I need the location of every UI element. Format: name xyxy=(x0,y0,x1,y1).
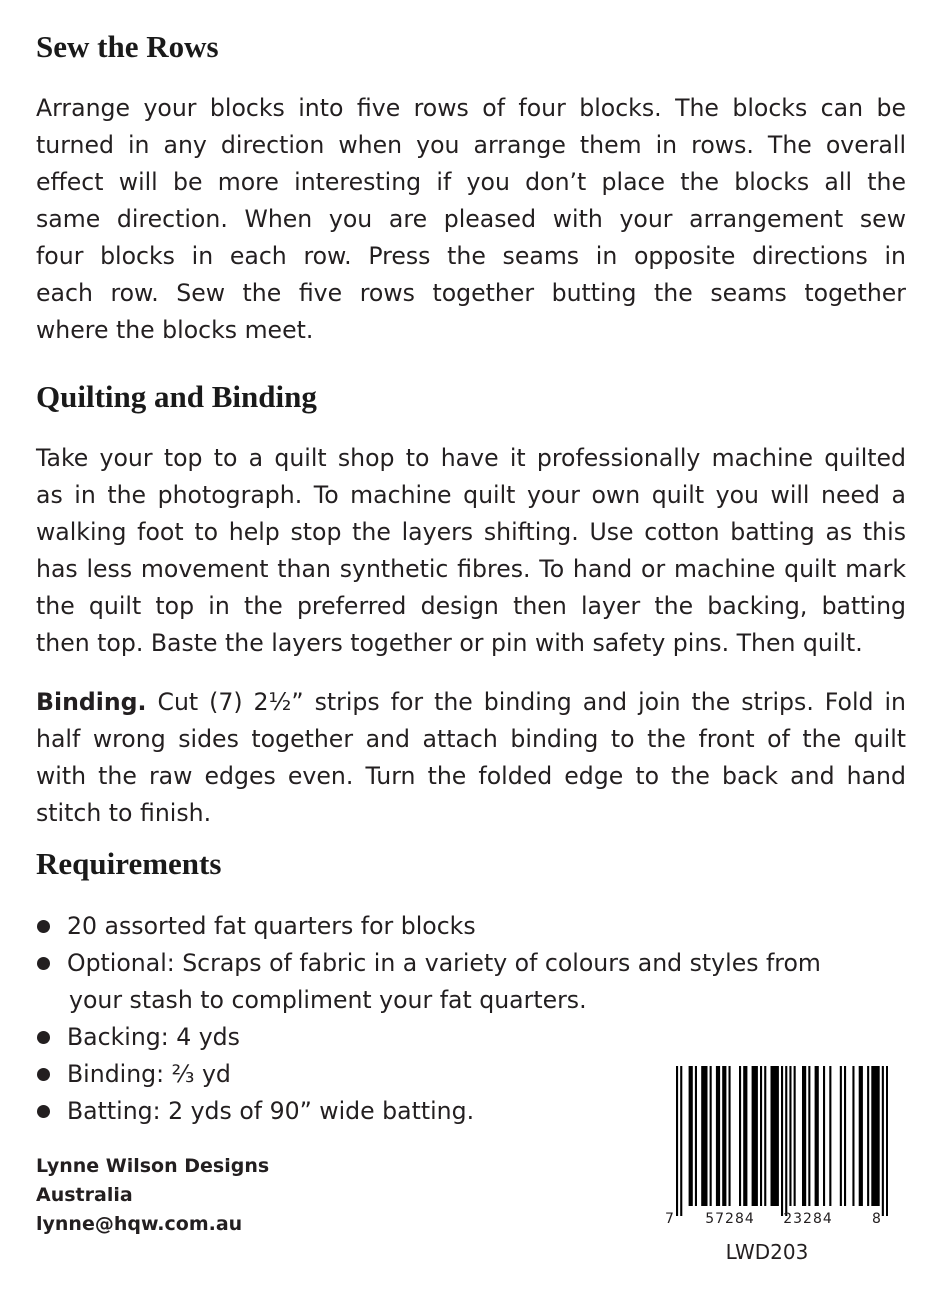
barcode-bar xyxy=(689,1066,693,1206)
barcode-bar xyxy=(844,1066,846,1206)
text-line: turned in any direction when you arrange them in rows. The overall xyxy=(36,131,906,159)
text-line: with the raw edges even. Turn the folded edge to the back and hand xyxy=(36,762,906,790)
barcode-bar xyxy=(716,1066,720,1206)
barcode-bar xyxy=(794,1066,796,1206)
text-line: as in the photograph. To machine quilt your own quilt you will need a xyxy=(36,481,906,509)
text-line: stitch to finish. xyxy=(36,799,212,827)
heading-quilting-and-binding: Quilting and Binding xyxy=(36,379,317,414)
text-line: four blocks in each row. Press the seams in opposite directions in xyxy=(36,242,906,270)
barcode-bar xyxy=(771,1066,779,1206)
barcode-bar xyxy=(808,1066,810,1206)
barcode-bar xyxy=(867,1066,869,1206)
barcode-bar xyxy=(752,1066,758,1206)
heading-sew-the-rows: Sew the Rows xyxy=(36,29,219,64)
text-line: effect will be more interesting if you don’t place the blocks all the xyxy=(36,168,906,196)
barcode-bar xyxy=(789,1066,791,1206)
text-line: Take your top to a quilt shop to have it professionally machine quilted xyxy=(36,444,906,472)
bullet-icon xyxy=(37,1068,50,1081)
text-line xyxy=(36,684,906,721)
publisher-info xyxy=(36,1152,269,1239)
barcode-bar xyxy=(823,1066,825,1206)
list-item-text: Optional: Scraps of fabric in a variety of colours and styles from xyxy=(67,949,821,977)
barcode-bar xyxy=(722,1066,726,1206)
binding-paragraph xyxy=(36,684,906,832)
barcode-bar xyxy=(882,1066,884,1216)
text-line: the quilt top in the preferred design then layer the backing, batting xyxy=(36,592,906,620)
barcode-bar xyxy=(852,1066,854,1206)
barcode-bar xyxy=(739,1066,741,1206)
text-line: Arrange your blocks into five rows of four blocks. The blocks can be xyxy=(36,94,906,122)
text-line: same direction. When you are pleased with your arrangement sew xyxy=(36,205,906,233)
text-line: each row. Sew the five rows together butting the seams together xyxy=(36,279,906,307)
list-item xyxy=(36,1019,821,1056)
binding-first-line: Cut (7) 2½” strips for the binding and join the strips. Fold in xyxy=(146,688,906,716)
bullet-icon xyxy=(37,920,50,933)
barcode xyxy=(660,1064,888,1254)
text-line: where the blocks meet. xyxy=(36,316,314,344)
barcode-bar xyxy=(743,1066,747,1206)
barcode-bar xyxy=(680,1066,682,1216)
list-item xyxy=(36,908,821,945)
barcode-bar xyxy=(859,1066,863,1206)
company-name: Lynne Wilson Designs xyxy=(36,1155,270,1177)
list-item-text: Backing: 4 yds xyxy=(67,1023,240,1051)
barcode-bar xyxy=(710,1066,712,1206)
barcode-bar xyxy=(785,1066,787,1216)
barcode-bar xyxy=(802,1066,806,1206)
list-item-text: 20 assorted fat quarters for blocks xyxy=(67,912,476,940)
company-country: Australia xyxy=(36,1184,133,1206)
contact-email: lynne@hqw.com.au xyxy=(36,1213,243,1235)
list-item xyxy=(36,945,821,1019)
barcode-bar xyxy=(729,1066,731,1206)
bullet-icon xyxy=(37,957,50,970)
list-item-text: Batting: 2 yds of 90” wide batting. xyxy=(67,1097,475,1125)
barcode-bar xyxy=(764,1066,766,1206)
list-item-continuation: your stash to compliment your fat quarters. xyxy=(69,986,587,1014)
barcode-bar xyxy=(840,1066,842,1206)
barcode-bar xyxy=(815,1066,819,1206)
barcode-digit-first: 7 xyxy=(665,1211,674,1227)
binding-label: Binding. xyxy=(36,688,147,716)
sew-rows-paragraph xyxy=(36,90,906,349)
barcode-bar xyxy=(886,1066,888,1216)
barcode-bar xyxy=(676,1066,678,1216)
barcode-bar xyxy=(760,1066,762,1206)
text-line: walking foot to help stop the layers shifting. Use cotton batting as this xyxy=(36,518,906,546)
barcode-bar xyxy=(701,1066,707,1206)
barcode-bar xyxy=(829,1066,831,1206)
barcode-group-left: 57284 xyxy=(705,1211,755,1227)
barcode-bar xyxy=(695,1066,697,1206)
bullet-icon xyxy=(37,1105,50,1118)
barcode-digit-last: 8 xyxy=(872,1211,881,1227)
text-line: then top. Baste the layers together or pin with safety pins. Then quilt. xyxy=(36,629,863,657)
list-item-text: Binding: ⅔ yd xyxy=(67,1060,231,1088)
barcode-group-right: 23284 xyxy=(783,1211,833,1227)
text-line: half wrong sides together and attach binding to the front of the quilt xyxy=(36,725,906,753)
bullet-icon xyxy=(37,1031,50,1044)
product-code: LWD203 xyxy=(725,1240,809,1264)
quilting-paragraph xyxy=(36,440,906,662)
barcode-bars xyxy=(676,1066,888,1216)
heading-requirements: Requirements xyxy=(36,846,222,881)
text-line: has less movement than synthetic fibres. To hand or machine quilt mark xyxy=(36,555,906,583)
barcode-bar xyxy=(871,1066,879,1206)
barcode-bar xyxy=(781,1066,783,1216)
